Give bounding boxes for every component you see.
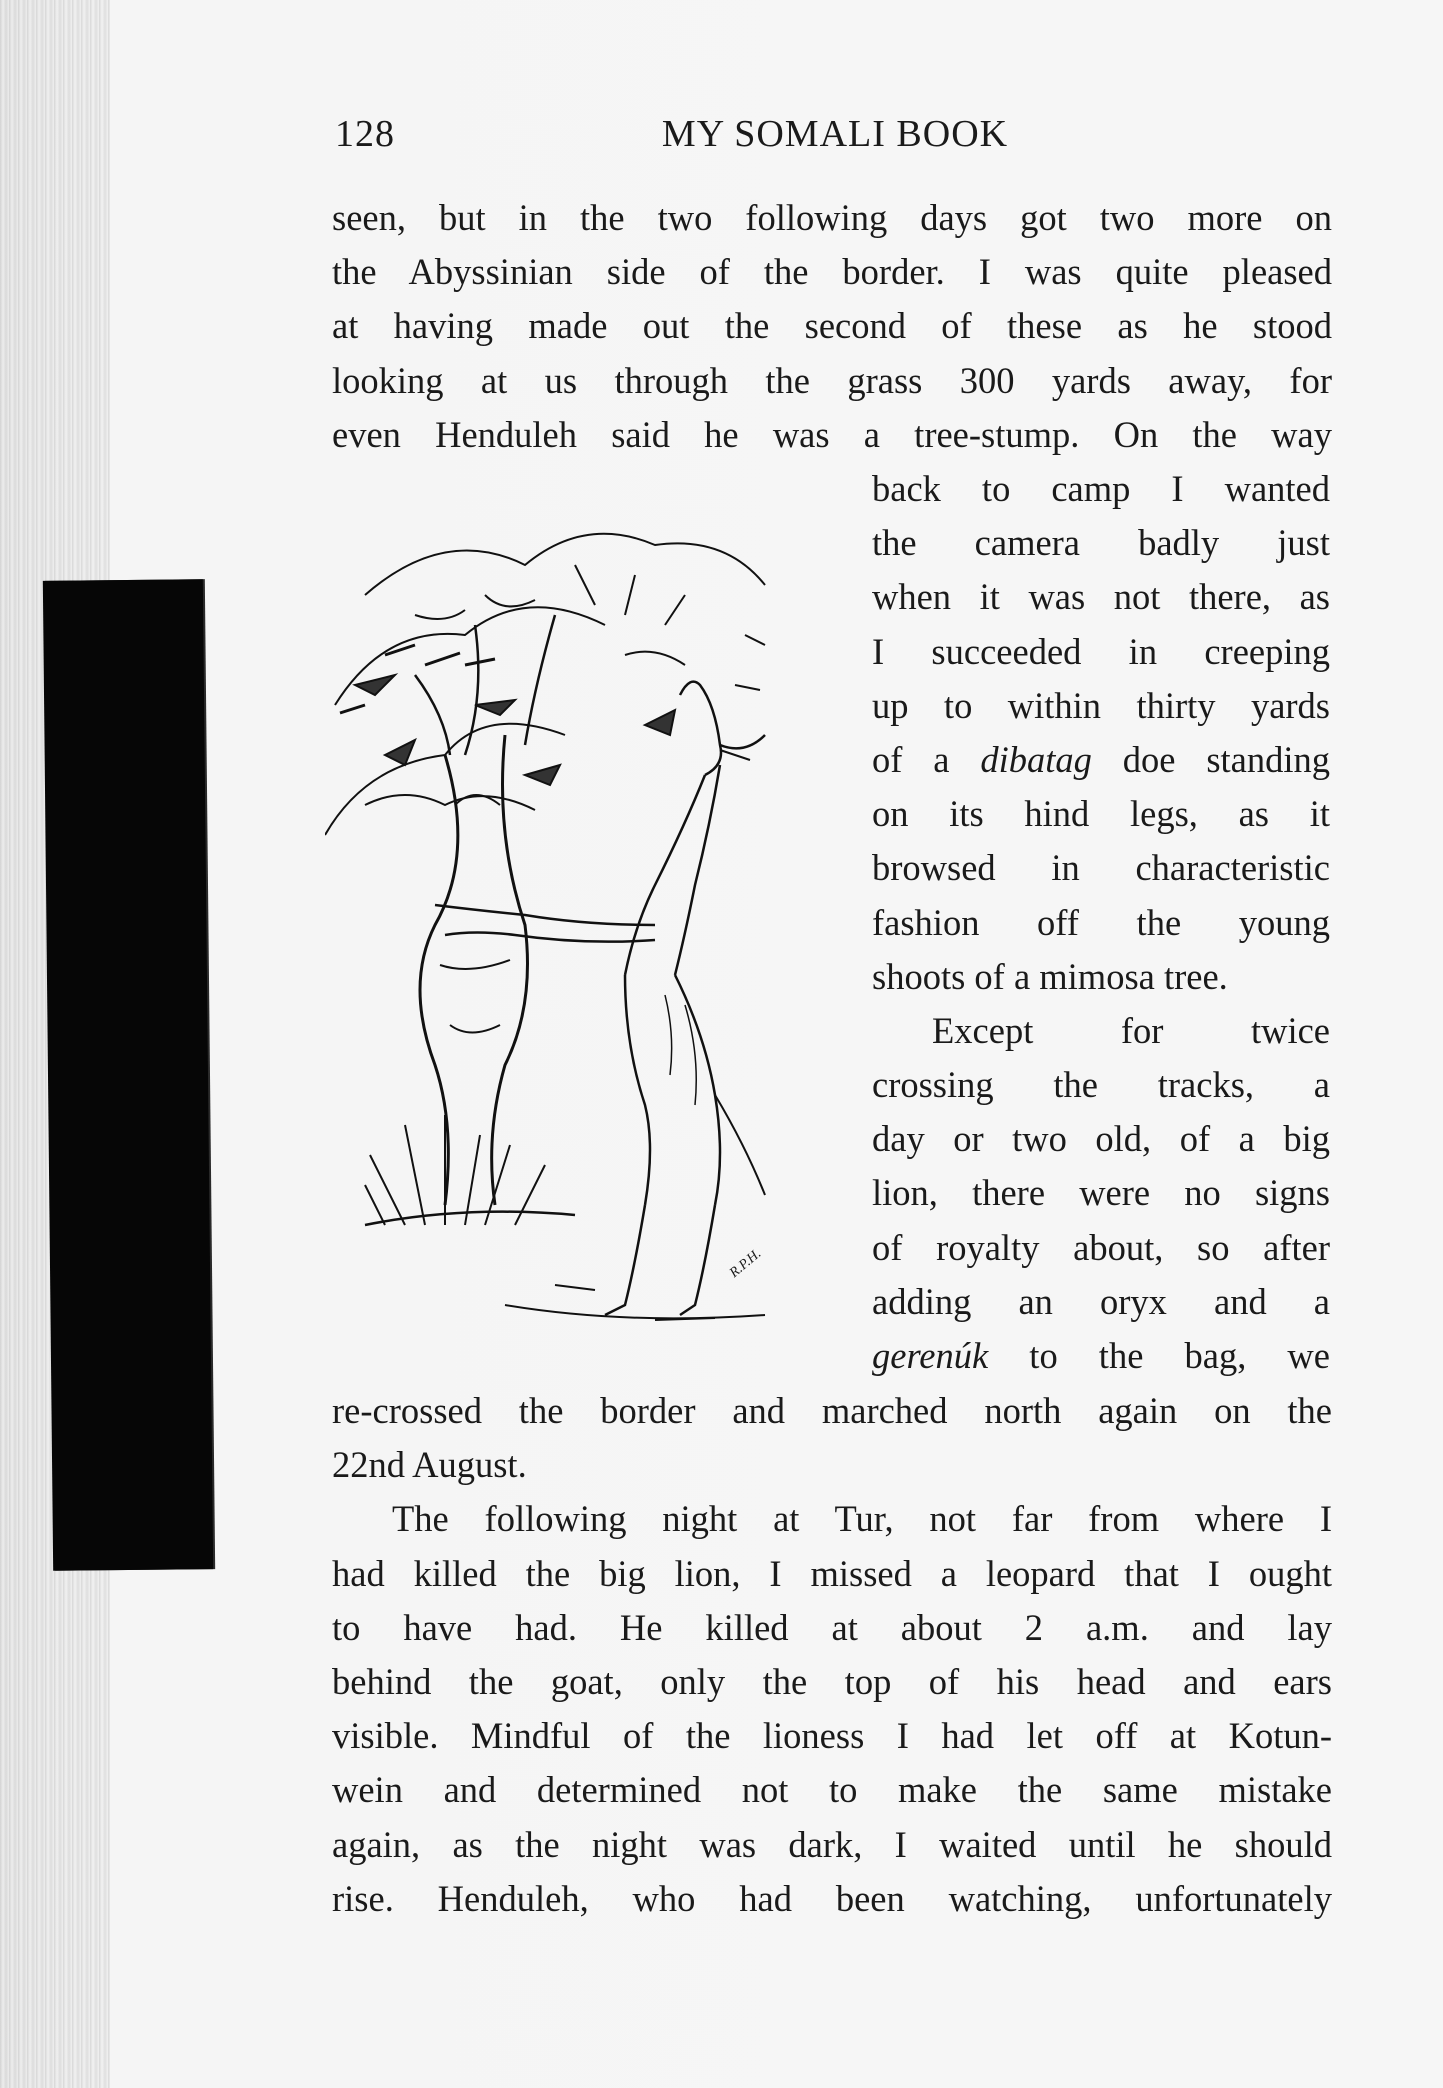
text-line: when it was not there, as [872, 576, 1330, 618]
text-line: seen, but in the two following days got two more on [332, 197, 1332, 238]
text-line: on its hind legs, as it [872, 793, 1330, 835]
side-column [872, 462, 1330, 1383]
text-line: to have had. He killed at about 2 a.m. and lay [332, 1606, 1332, 1648]
text-line: back to camp I wanted [872, 468, 1330, 509]
emphasis-gerenuk: gerenúk [872, 1335, 989, 1376]
dibatag-illustration [325, 505, 845, 1355]
emphasis-dibatag: dibatag [980, 738, 1092, 780]
text-fragment: to the bag, we [988, 1335, 1330, 1376]
text-line: adding an oryx and a [872, 1280, 1330, 1322]
text-line: crossing the tracks, a [872, 1064, 1330, 1106]
text-line: even Henduleh said he was a tree-stump. On the way [332, 413, 1332, 455]
text-line: had killed the big lion, I missed a leopard that I ought [332, 1552, 1332, 1594]
text-line: visible. Mindful of the lioness I had let off at Kotun- [332, 1715, 1332, 1757]
running-title: MY SOMALI BOOK [661, 113, 1009, 155]
text-line: The following night at Tur, not far from where I [392, 1498, 1332, 1540]
text-line [872, 1329, 1330, 1383]
text-line: re-crossed the border and marched north again on the [332, 1390, 1332, 1431]
text-line: again, as the night was dark, I waited until he should [332, 1823, 1332, 1865]
text-line: the camera badly just [872, 522, 1330, 564]
artist-signature: R.P.H. [727, 1246, 765, 1281]
text-line: lion, there were no signs [872, 1172, 1330, 1214]
text-line: rise. Henduleh, who had been watching, unfortunately [332, 1877, 1332, 1919]
text-line: Except for twice [932, 1009, 1330, 1051]
page-number: 128 [335, 113, 395, 155]
text-line: 22nd August. [332, 1444, 527, 1486]
text-line: wein and determined not to make the same mistake [332, 1769, 1332, 1811]
text-line: looking at us through the grass 300 yards away, for [332, 359, 1332, 401]
text-line: I succeeded in creeping [872, 630, 1330, 672]
black-bookmark [43, 579, 213, 1571]
text-line: shoots of a mimosa tree. [872, 955, 1228, 997]
text-line: browsed in characteristic [872, 847, 1330, 889]
text-line: at having made out the second of these as he stood [332, 305, 1332, 347]
text-line: behind the goat, only the top of his head and ears [332, 1660, 1332, 1702]
text-fragment: of a [872, 738, 981, 780]
page-header [335, 112, 1335, 162]
text-line: day or two old, of a big [872, 1118, 1330, 1160]
text-fragment: doe standing [1091, 738, 1331, 780]
text-line: up to within thirty yards [872, 684, 1330, 726]
top-paragraph [332, 191, 1332, 462]
text-line: the Abyssinian side of the border. I was quite pleased [332, 251, 1332, 293]
text-line: of royalty about, so after [872, 1226, 1330, 1268]
text-line: fashion off the young [872, 901, 1330, 943]
bottom-paragraphs [332, 1384, 1332, 1926]
text-line [872, 733, 1330, 787]
